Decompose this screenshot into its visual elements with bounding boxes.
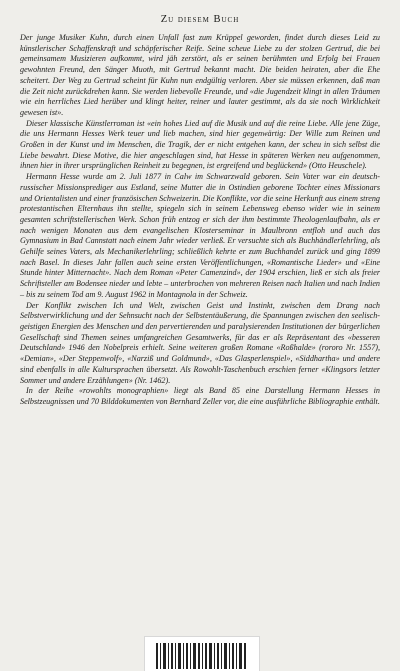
paragraph-monograph: In der Reihe «rowohlts monographien» liegt als Band 85 eine Darstellung Hermann Hesses in Selbstzeugnissen und 70 Bilddokumenten von Bernhard Zeller vor, die eine ausführliche Bibliographie enthält. [20,386,380,406]
paragraph-review: Dieser klassische Künstlerroman ist «ein hohes Lied auf die Musik und auf die reine Liebe. Alle jene Züge, die uns Hermann Hesses Werk teuer und lieb machen, sind hier gegenwärtig: Der Wille zum Reinen und Großen in der Kunst und im Menschen, die Tragik, der er nicht entgehen kann, der scheu in sich selbst die Liebe bewahrt. Diese Motive, die hier angeschlagen sind, hat Hesse in späteren Werken neu aufgenommen, ihnen hier in ihrer ursprünglichen Reinheit zu begegnen, ist ergreifend und beglückend» (Otto Heuschele). [20,118,380,171]
paragraph-plot: Der junge Musiker Kuhn, durch einen Unfall fast zum Krüppel geworden, findet durch dieses Leid zu künstlerischer Schaffenskraft und schöpferischer Reife. Seine scheue Liebe zu der stolzen Gertrud, die bei gemeinsamem Musizieren aufkommt, wird jäh zerstört, als er seinen berühmten und Erfolg bei Frauen gewohnten Freund, den Sänger Muoth, mit Gertrud bekannt macht. Die beiden heiraten, aber die Ehe scheitert. Der Weg zu Gertrud scheint für Kuhn nun endgültig verloren. Aber sie müssen erkennen, daß man die Zeit nicht zurückdrehen kann. Sie werden liebevolle Freunde, und «die Jugendzeit klingt in allen Träumen wie ein herrliches Lied herüber und klingt heiter, reiner und lauter gestimmt, als da sie noch Wirklichkeit gewesen ist». [20,33,380,117]
page-heading: Zu diesem Buch [160,14,240,25]
blurb-text [20,33,380,408]
barcode-sticker [144,636,260,671]
paragraph-themes: Der Konflikt zwischen Ich und Welt, zwischen Geist und Instinkt, zwischen dem Drang nach Selbstverwirklichung und der Sehnsucht nach der Selbstentäußerung, die Spannungen zwischen den seelisch-geistigen Energien des Menschen und den pervertierenden und paralysierenden Institutionen der bürgerlichen Gesellschaft sind Themen seines umfangreichen Gesamtwerks, für das er als Repräsentant des «besseren Deutschland» 1946 den Nobelpreis erhielt. Seine weiteren großen Romane «Roßhalde» (rororo Nr. 1557), «Demian», «Der Steppenwolf», «Narziß und Goldmund», «Das Glasperlenspiel», «Siddhartha» und andere sind ebenfalls in alle Kultursprachen übersetzt. Als Rowohlt-Taschenbuch erschien ferner «Klingsors letzter Sommer und andere Erzählungen» (Nr. 1462). [20,300,380,385]
barcode-icon [152,641,252,671]
paragraph-biography: Hermann Hesse wurde am 2. Juli 1877 in Calw im Schwarzwald geboren. Sein Vater war ein deutsch-russischer Missionsprediger aus Estland, seine Mutter die in Ostindien geborene Tochter eines Missionars und Orientalisten und einer französischen Schweizerin. Die Konflikte, vor die seine Herkunft aus einem streng protestantischen Elternhaus ihn stellte, spiegeln sich in seinem Lebensweg ebenso wider wie in seinem gesamten schriftstellerischen Werk. Schon früh entzog er sich der ihm bestimmte Theologenlaufbahn, als er nach wenigen Monaten aus dem evangelischen Klosterseminar in Maulbronn entfloh und auch das Gymnasium in Bad Cannstatt nach einem Jahr wieder verließ. Er versuchte sich als Buchhändlerlehrling, als Gehilfe seines Vaters, als Mechanikerlehrling; schließlich kehrte er zum Buchhandel zurück und ging 1899 nach Basel. In dieses Jahr fallen auch seine ersten Veröffentlichungen, «Romantische Lieder» und «Eine Stunde hinter Mitternacht». Nach dem Roman «Peter Camenzind», der 1904 erschien, ließ er sich als freier Schriftsteller am Bodensee nieder und lebte – unterbrochen von mehreren Reisen nach Italien und nach Indien – bis zu seinem Tod am 9. August 1962 in Montagnola in der Schweiz. [20,172,380,299]
